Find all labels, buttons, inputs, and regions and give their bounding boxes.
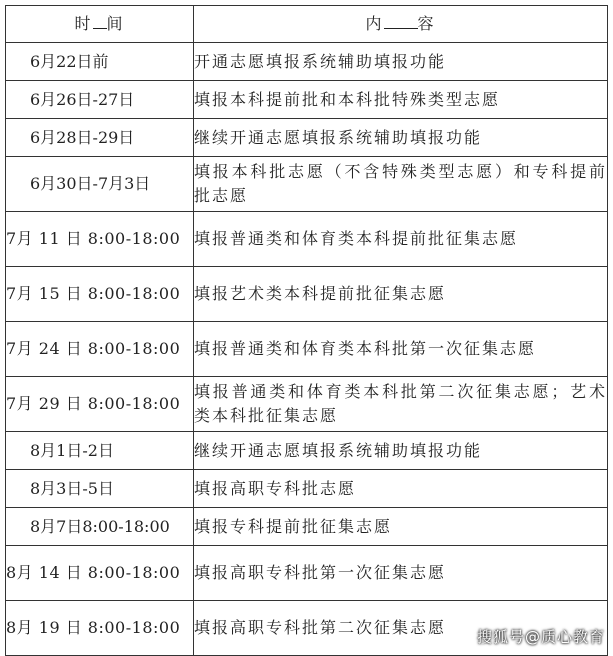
table-row <box>6 119 608 157</box>
header-underline <box>93 12 107 29</box>
content-cell: 填报高职专科批志愿 <box>194 470 608 508</box>
table-header-row <box>6 6 608 43</box>
time-cell: 8月7日8:00-18:00 <box>6 508 194 546</box>
time-cell: 6月22日前 <box>6 43 194 81</box>
header-underline <box>384 12 418 29</box>
table-row <box>6 546 608 601</box>
content-cell: 填报专科提前批征集志愿 <box>194 508 608 546</box>
time-header-char2: 间 <box>106 14 125 33</box>
content-cell: 填报普通类和体育类本科批第一次征集志愿 <box>194 322 608 377</box>
time-cell: 7月 29 日 8:00-18:00 <box>6 377 194 432</box>
time-cell: 6月28日-29日 <box>6 119 194 157</box>
content-column-header <box>194 6 608 43</box>
content-cell: 填报本科提前批和本科批特殊类型志愿 <box>194 81 608 119</box>
content-cell: 继续开通志愿填报系统辅助填报功能 <box>194 119 608 157</box>
content-cell: 填报普通类和体育类本科批第二次征集志愿；艺术类本科批征集志愿 <box>194 377 608 432</box>
time-header-char1: 时 <box>74 14 93 33</box>
schedule-table <box>5 5 608 656</box>
watermark: 搜狐号@质心教育 <box>476 628 605 646</box>
time-cell: 7月 15 日 8:00-18:00 <box>6 267 194 322</box>
content-header-char1: 内 <box>365 14 384 33</box>
table-row <box>6 470 608 508</box>
table-row <box>6 212 608 267</box>
table-row <box>6 377 608 432</box>
table-row <box>6 267 608 322</box>
content-cell: 填报本科批志愿（不含特殊类型志愿）和专科提前批志愿 <box>194 157 608 212</box>
table-row <box>6 43 608 81</box>
time-cell: 8月 14 日 8:00-18:00 <box>6 546 194 601</box>
content-cell: 填报普通类和体育类本科提前批征集志愿 <box>194 212 608 267</box>
time-column-header <box>6 6 194 43</box>
time-cell: 8月1日-2日 <box>6 432 194 470</box>
table-row <box>6 432 608 470</box>
time-cell: 6月30日-7月3日 <box>6 157 194 212</box>
content-header-char2: 容 <box>417 14 436 33</box>
table-row <box>6 322 608 377</box>
table-row <box>6 508 608 546</box>
time-cell: 7月 11 日 8:00-18:00 <box>6 212 194 267</box>
content-cell: 开通志愿填报系统辅助填报功能 <box>194 43 608 81</box>
time-cell: 7月 24 日 8:00-18:00 <box>6 322 194 377</box>
content-cell: 填报高职专科批第一次征集志愿 <box>194 546 608 601</box>
table-row <box>6 157 608 212</box>
time-cell: 8月 19 日 8:00-18:00 <box>6 601 194 656</box>
table-row <box>6 81 608 119</box>
content-cell: 填报高职专科批第二次征集志愿 <box>194 601 608 656</box>
content-cell: 填报艺术类本科提前批征集志愿 <box>194 267 608 322</box>
content-cell: 继续开通志愿填报系统辅助填报功能 <box>194 432 608 470</box>
time-cell: 6月26日-27日 <box>6 81 194 119</box>
time-cell: 8月3日-5日 <box>6 470 194 508</box>
